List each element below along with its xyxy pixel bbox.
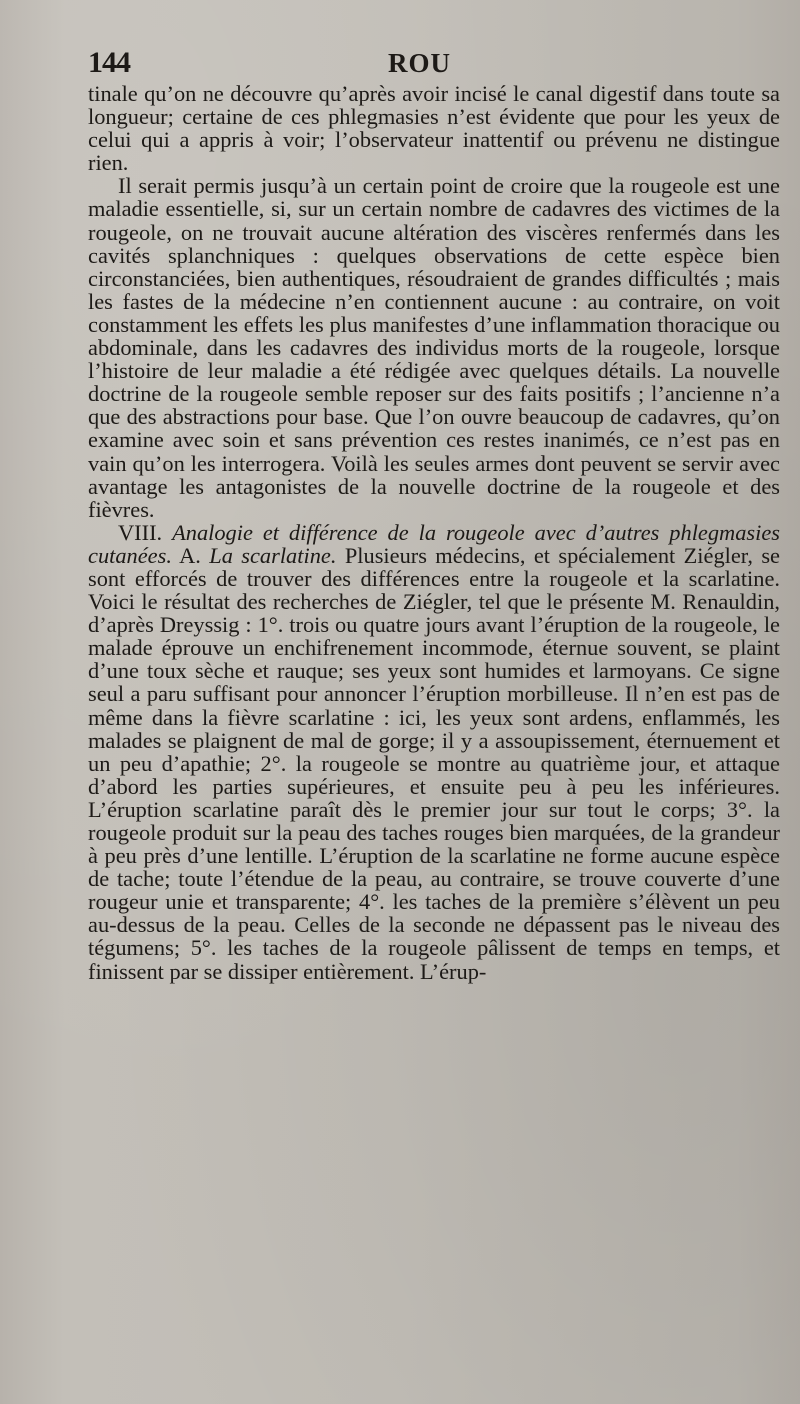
- section-body: Plusieurs médecins, et spécialement Ziégler, se sont efforcés de trouver des différences entre la rougeole et la scarlatine. Voici le résultat des recherches de Ziégler, tel que le présente M. Renauldin, d’après Dreyssig : 1°. trois ou quatre jours avant l’éruption de la rougeole, le malade éprouve un enchifrenement incommode, éternue souvent, se plaint d’une toux sèche et rauque; ses yeux sont humides et larmoyans. Ce signe seul a paru suffisant pour annoncer l’éruption morbilleuse. Il n’en est pas de même dans la fièvre scarlatine : ici, les yeux sont ardens, enflammés, les malades se plaignent de mal de gorge; il y a assoupissement, éternuement et un peu d’apathie; 2°. la rougeole se montre au quatrième jour, et attaque d’abord les parties supérieures, et ensuite peu à peu les inférieures. L’éruption scarlatine paraît dès le premier jour sur tout le corps; 3°. la rougeole produit sur la peau des taches rouges bien marquées, de la grandeur à peu près d’une lentille. L’éruption de la scarlatine ne forme aucune espèce de tache; toute l’étendue de la peau, au contraire, se trouve couverte d’une rougeur unie et transparente; 4°. les taches de la première s’élèvent un peu au-dessus de la peau. Celles de la seconde ne dépassent pas le niveau des tégumens; 5°. les taches de la rougeole pâlissent de temps en temps, et finissent par se dissiper entièrement. L’érup-: [88, 542, 780, 984]
- page-number: 144: [88, 46, 130, 79]
- body-text: [88, 82, 780, 983]
- paragraph-continuation: tinale qu’on ne découvre qu’après avoir incisé le canal digestif dans toute sa longueur; certaine de ces phlegmasies n’est évidente que pour les yeux de celui qui a appris à voir; l’observateur inattentif ou prévenu ne distingue rien.: [88, 81, 780, 176]
- paragraph-section-viii: [88, 521, 780, 983]
- running-header: [88, 46, 780, 86]
- subsection-title: La scarlatine.: [209, 542, 337, 568]
- blank-bottom-margin: [0, 1300, 800, 1404]
- section-number: VIII.: [118, 519, 163, 545]
- paragraph-essential-disease: Il serait permis jusqu’à un certain point de croire que la rougeole est une maladie essentielle, si, sur un certain nombre de cadavres des victimes de la rougeole, on ne trouvait aucune altération des viscères renfermés dans les cavités splanchniques : quelques observations de cette espèce bien circonstanciées, bien authentiques, résoudraient de grandes difficultés ; mais les fastes de la médecine n’en contiennent aucune : au contraire, on voit constamment les effets les plus manifestes d’une inflammation thoracique ou abdominale, dans les cadavres des individus morts de la rougeole, lorsque l’histoire de leur maladie a été rédigée avec quelques détails. La nouvelle doctrine de la rougeole semble reposer sur des faits positifs ; l’ancienne n’a que des abstractions pour base. Que l’on ouvre beaucoup de cadavres, qu’on examine avec soin et sans prévention ces restes inanimés, ce n’est pas en vain qu’on les interrogera. Voilà les seules armes dont peuvent se servir avec avantage les antagonistes de la nouvelle doctrine de la rougeole et des fièvres.: [88, 173, 780, 522]
- subsection-letter: A.: [179, 542, 201, 568]
- running-title: ROU: [388, 48, 451, 78]
- section-title: Analogie et différence de la rougeole avec d’autres phlegmasies cutanées.: [88, 519, 780, 568]
